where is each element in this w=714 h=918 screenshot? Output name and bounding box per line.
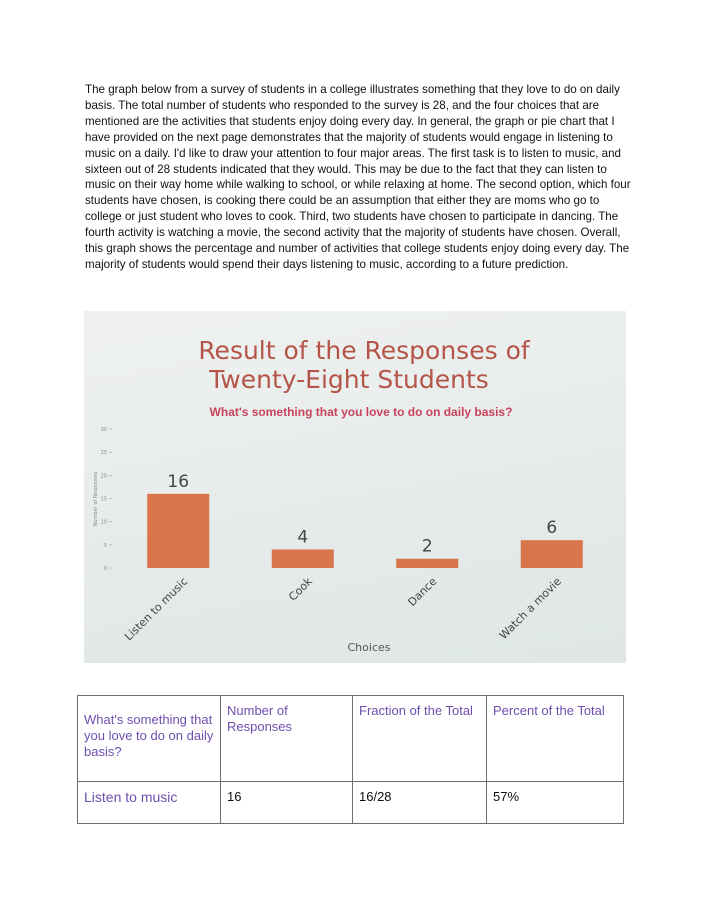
x-tick-label: Dance	[405, 574, 440, 609]
header-count: Number of Responses	[221, 696, 353, 782]
cell-choice: Listen to music	[78, 782, 221, 824]
y-tick-label: 0	[103, 566, 107, 572]
header-fraction: Fraction of the Total	[353, 696, 487, 782]
y-tick-label: 30	[100, 427, 107, 433]
y-tick-label: 5	[103, 542, 107, 549]
bar	[147, 494, 209, 568]
bar	[396, 559, 458, 568]
cell-fraction: 16/28	[353, 782, 487, 824]
survey-paragraph: The graph below from a survey of students in a college illustrates something that they love to do on daily basis. The total number of students who responded to the survey is 28, and the four choices that are mentioned are the activities that students enjoy doing every day. In general, the graph or pie chart that I have provided on the next page demonstrates that the majority of students would engage in listening to music on a daily. I'd like to draw your attention to four major areas. The first task is to listen to music, and sixteen out of 28 students indicated that they would. This may be due to the fact that they can listen to music on their way home while walking to school, or while relaxing at home. The second option, which four students have chosen, is cooking there could be an assumption that either they are moms who go to college or just student who loves to cook. Third, two students have chosen to participate in dancing. The fourth activity is watching a movie, the second activity that the majority of students have chosen. Overall, this graph shows the percentage and number of activities that college students enjoy doing every day. The majority of students would spend their days listening to music, according to a future prediction.	[85, 83, 631, 271]
responses-table	[77, 695, 624, 824]
cell-percent: 57%	[487, 782, 624, 824]
chart-title-line-1: Result of the Responses of	[198, 336, 530, 365]
bar	[521, 540, 583, 568]
x-tick-label: Cook	[286, 574, 315, 604]
bar-value-label: 16	[167, 471, 190, 492]
y-tick-label: 20	[100, 473, 107, 480]
bar-chart	[84, 311, 626, 663]
y-tick-label: 10	[100, 519, 107, 526]
x-axis-label: Choices	[347, 641, 391, 654]
x-tick-label: Watch a movie	[496, 574, 564, 642]
cell-count: 16	[221, 782, 353, 824]
header-percent: Percent of the Total	[487, 696, 624, 782]
bar-value-label: 4	[297, 527, 309, 548]
bar	[272, 549, 334, 568]
chart-subtitle: What's something that you love to do on daily basis?	[209, 405, 513, 419]
table-row	[78, 782, 624, 824]
chart-title-line-2: Twenty-Eight Students	[209, 365, 489, 394]
y-tick-label: 15	[100, 496, 107, 503]
table-header-row	[78, 696, 624, 782]
bar-value-label: 6	[546, 518, 558, 539]
bar-chart-image	[84, 311, 626, 663]
bar-value-label: 2	[421, 536, 433, 557]
y-axis-label: Number of Responses	[93, 471, 99, 527]
header-choice: What's something that you love to do on daily basis?	[78, 696, 221, 782]
x-tick-label: Listen to music	[122, 574, 191, 644]
y-tick-label: 25	[100, 450, 107, 457]
